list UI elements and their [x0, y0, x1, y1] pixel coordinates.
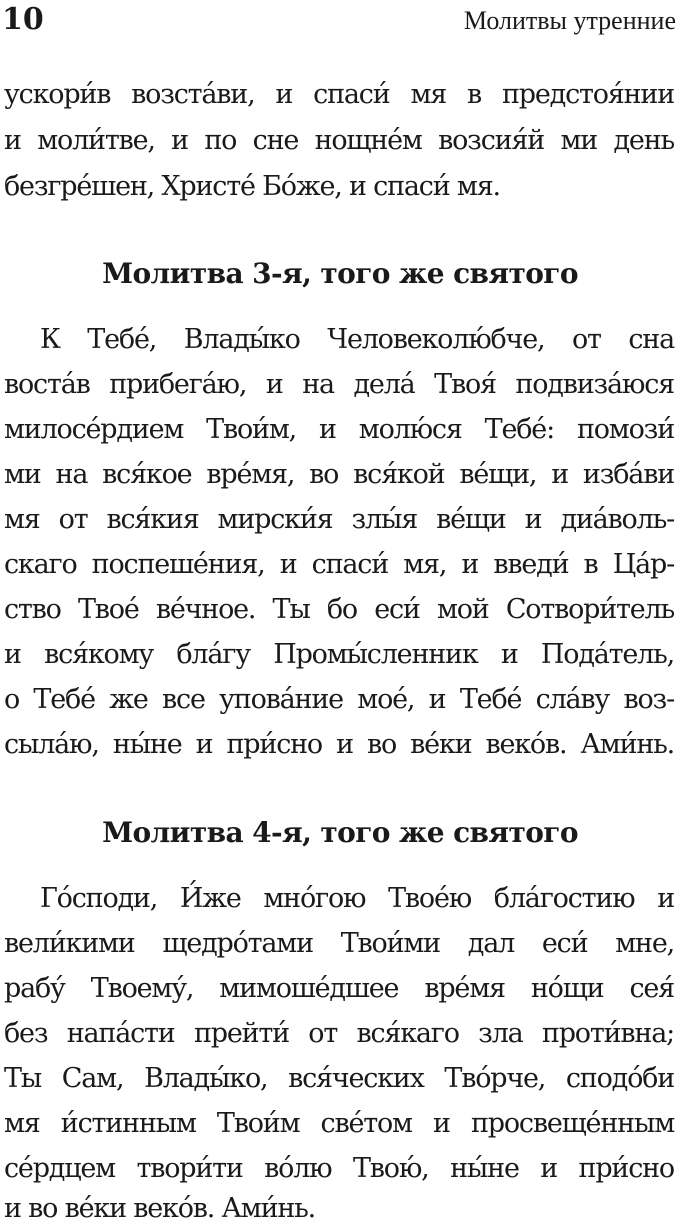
text-line: мя и́стинным Твои́м све́том и просвеще́нным: [4, 1108, 674, 1139]
text-line: рабу́ Твоему́, мимоше́дшее вре́мя но́щи сея́: [4, 973, 674, 1004]
running-title: Молитвы утренние: [463, 6, 676, 35]
text-line: ми на вся́кое вре́мя, во вся́кой ве́щи, и изба́ви: [4, 459, 674, 490]
prayer-3-title: Молитва 3-я, того же святого: [102, 257, 578, 290]
text-line: безгре́шен, Христе́ Бо́же, и спаси́ мя.: [4, 171, 500, 202]
text-line: Ты Сам, Влады́ко, вся́ческих Тво́рче, сподо́би: [4, 1063, 674, 1094]
text-line: Го́споди, И́же мно́гою Твое́ю бла́гостию и: [40, 883, 674, 914]
text-line: и во ве́ки веко́в. Ами́нь.: [4, 1193, 316, 1224]
running-head: [0, 0, 680, 44]
text-line: воста́в прибега́ю, и на дела́ Твоя́ подвиза́юся: [4, 369, 674, 400]
text-line: К Тебе́, Влады́ко Человеколю́бче, от сна: [40, 324, 674, 355]
text-line: и вся́кому бла́гу Промы́сленник и Пода́тель,: [4, 639, 674, 670]
text-line: скаго поспеше́ния, и спаси́ мя, и введи́ в Ца́р-: [4, 549, 674, 580]
prayer-4-title: Молитва 4-я, того же святого: [102, 816, 578, 849]
text-line: вели́кими щедро́тами Твои́ми дал еси́ мне,: [4, 928, 674, 959]
text-line: без напа́сти прейти́ от вся́каго зла проти́вна;: [4, 1018, 674, 1049]
text-line: се́рдцем твори́ти во́лю Твою́, ны́не и при́сно: [4, 1153, 674, 1184]
text-line: ускори́в возста́ви, и спаси́ мя в предстоя́нии: [4, 79, 674, 110]
text-line: о Тебе́ же все упова́ние мое́, и Тебе́ сла́ву воз-: [4, 684, 674, 715]
text-line: сыла́ю, ны́не и при́сно и во ве́ки веко́в. Ами́нь.: [4, 729, 674, 760]
text-line: ство Твое́ ве́чное. Ты бо еси́ мой Сотвори́тель: [4, 594, 674, 625]
page-number: 10: [2, 2, 44, 37]
text-line: мя от вся́кия мирски́я злы́я ве́щи и диа́воль-: [4, 504, 674, 535]
text-line: милосе́рдием Твои́м, и молю́ся Тебе́: помози́: [4, 414, 674, 445]
text-line: и моли́тве, и по сне нощне́м возсия́й ми день: [4, 125, 674, 156]
